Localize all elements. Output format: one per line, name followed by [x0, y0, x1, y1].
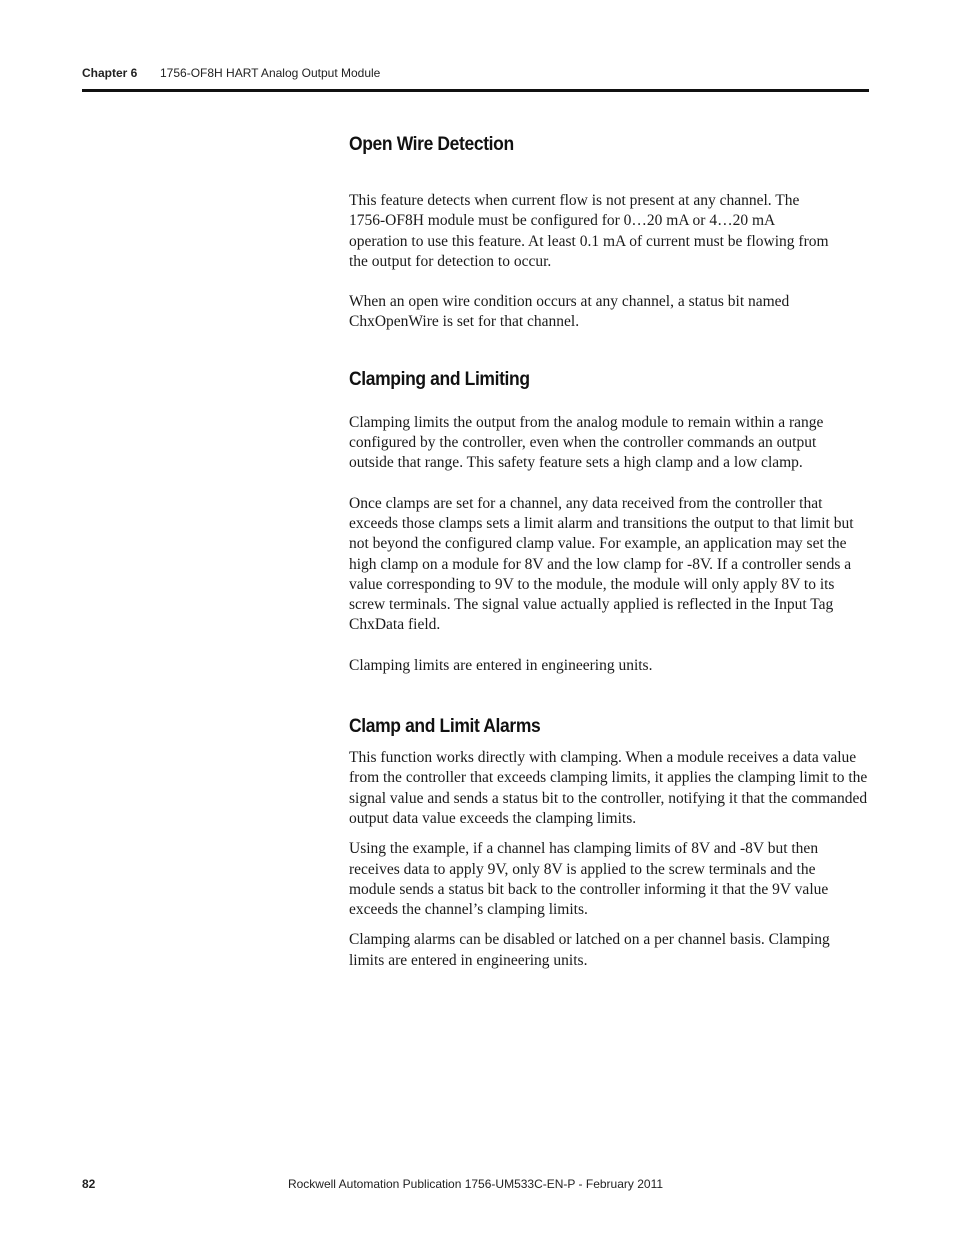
paragraph: This function works directly with clamping. When a module receives a data value from the controller that exceeds clamping limits, it applies the clamping limit to the signal value and sends a status bit to the controller, notifying it that the commanded output data value exceeds the clamping limits. [349, 749, 868, 827]
paragraph: Clamping limits are entered in engineering units. [349, 656, 653, 674]
paragraph [349, 191, 829, 272]
publication-footer: Rockwell Automation Publication 1756-UM533C-EN-P - February 2011 [287, 1177, 664, 1191]
paragraph: Clamping alarms can be disabled or latched on a per channel basis. Clamping limits are entered in engineering units. [349, 931, 830, 969]
section-heading-clamp-and-limit-alarms: Clamp and Limit Alarms [349, 716, 541, 738]
running-header [82, 66, 869, 80]
chapter-label: Chapter 6 [82, 66, 138, 80]
section-heading-clamping-and-limiting: Clamping and Limiting [349, 368, 530, 390]
paragraph: Clamping limits the output from the analog module to remain within a range configured by the controller, even when the controller commands an output outside that range. This safety feature sets a high clamp and a low clamp. [349, 413, 824, 472]
paragraph: Once clamps are set for a channel, any data received from the controller that exceeds those clamps sets a limit alarm and transitions the output to that limit but not beyond the configured clamp value. For example, an application may set the high clamp on a module for 8V and the low clamp for -8V. If a controller sends a value corresponding to 9V to the module, the module will only apply 8V to its screw terminals. The signal value actually applied is reflected in the Input Tag ChxData field. [349, 494, 854, 634]
page-number: 82 [82, 1177, 96, 1191]
chapter-title: 1756-OF8H HART Analog Output Module [160, 66, 381, 80]
paragraph: When an open wire condition occurs at any channel, a status bit named ChxOpenWire is set for that channel. [349, 293, 790, 331]
paragraph-text: This feature detects when current flow is not present at any channel. The 1756-OF8H module must be configured for 0…20 mA or 4…20 mA operation to use this feature. At least 0.1 mA of current must be flowing from the output for detection to occur. [349, 192, 829, 270]
main-content [349, 134, 869, 971]
paragraph: Using the example, if a channel has clamping limits of 8V and -8V but then receives data to apply 9V, only 8V is applied to the screw terminals and the module sends a status bit back to the controller informing it that the 9V value exceeds the channel’s clamping limits. [349, 840, 829, 919]
section-heading-open-wire-detection: Open Wire Detection [349, 134, 514, 155]
header-rule [82, 89, 869, 92]
